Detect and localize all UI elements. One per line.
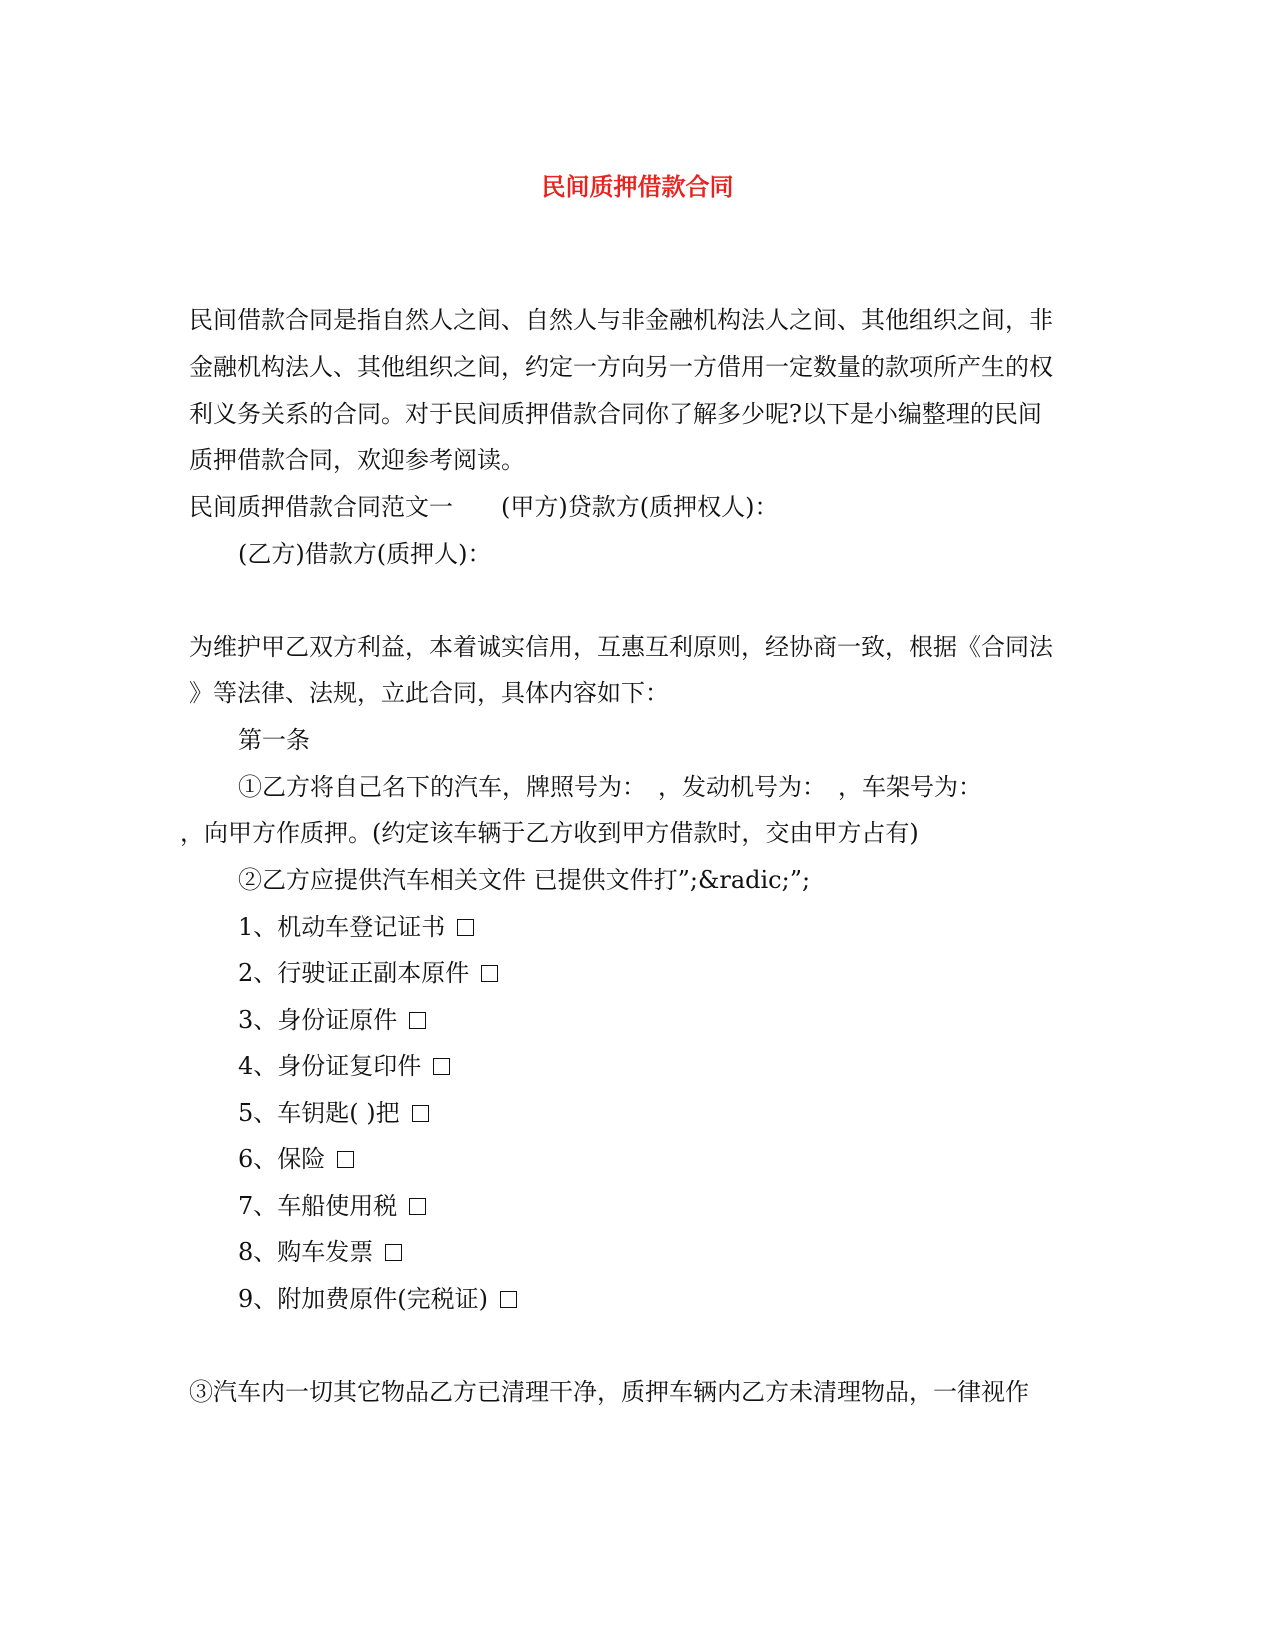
document-item-label: 8、购车发票 <box>238 1238 374 1266</box>
checkbox-icon[interactable] <box>412 1105 429 1122</box>
checkbox-icon[interactable] <box>385 1244 402 1261</box>
document-item-label: 9、附加费原件(完税证) <box>238 1285 488 1313</box>
document-list-item <box>238 1142 354 1176</box>
clause-1-line-1: ①乙方将自己名下的汽车，牌照号为： ，发动机号为： ，车架号为： <box>238 773 982 801</box>
document-item-label: 1、机动车登记证书 <box>238 913 446 941</box>
document-list-item <box>238 1282 517 1316</box>
sample-heading-line <box>189 490 778 524</box>
checkbox-icon[interactable] <box>337 1151 354 1168</box>
party-b-label: (乙方)借款方(质押人)： <box>238 540 492 568</box>
checkbox-icon[interactable] <box>481 965 498 982</box>
checkbox-icon[interactable] <box>433 1058 450 1075</box>
document-item-label: 2、行驶证正副本原件 <box>238 959 470 987</box>
document-list-item <box>238 1096 429 1130</box>
document-title: 民间质押借款合同 <box>541 172 734 201</box>
article-heading: 第一条 <box>238 726 310 754</box>
preamble-line: 》等法律、法规，立此合同，具体内容如下： <box>189 679 669 707</box>
intro-line: 民间借款合同是指自然人之间、自然人与非金融机构法人之间、其他组织之间，非 <box>189 306 1053 334</box>
document-list-item <box>238 1235 402 1269</box>
checkbox-icon[interactable] <box>409 1198 426 1215</box>
document-item-label: 5、车钥匙( )把 <box>238 1099 400 1127</box>
document-item-label: 4、身份证复印件 <box>238 1052 422 1080</box>
clause-1-line-2: ，向甲方作质押。(约定该车辆于乙方收到甲方借款时，交由甲方占有) <box>180 819 919 847</box>
preamble-line: 为维护甲乙双方利益，本着诚实信用，互惠互利原则，经协商一致，根据《合同法 <box>189 633 1053 661</box>
checkbox-icon[interactable] <box>457 919 474 936</box>
intro-line: 质押借款合同，欢迎参考阅读。 <box>189 446 525 474</box>
intro-line: 金融机构法人、其他组织之间，约定一方向另一方借用一定数量的款项所产生的权 <box>189 353 1053 381</box>
document-list-item <box>238 1049 450 1083</box>
party-a-label: (甲方)贷款方(质押权人)： <box>501 493 779 521</box>
document-list-item <box>238 1189 426 1223</box>
checkbox-icon[interactable] <box>409 1012 426 1029</box>
document-item-label: 7、车船使用税 <box>238 1192 398 1220</box>
document-item-label: 3、身份证原件 <box>238 1006 398 1034</box>
document-item-label: 6、保险 <box>238 1145 326 1173</box>
clause-2: ②乙方应提供汽车相关文件 已提供文件打”;&radic;”; <box>238 866 811 894</box>
document-list-item <box>238 910 474 944</box>
clause-3: ③汽车内一切其它物品乙方已清理干净，质押车辆内乙方未清理物品，一律视作 <box>189 1378 1029 1406</box>
checkbox-icon[interactable] <box>500 1291 517 1308</box>
document-list-item <box>238 1003 426 1037</box>
intro-line: 利义务关系的合同。对于民间质押借款合同你了解多少呢?以下是小编整理的民间 <box>189 400 1042 428</box>
document-list-item <box>238 956 498 990</box>
sample-heading: 民间质押借款合同范文一 <box>189 493 453 521</box>
